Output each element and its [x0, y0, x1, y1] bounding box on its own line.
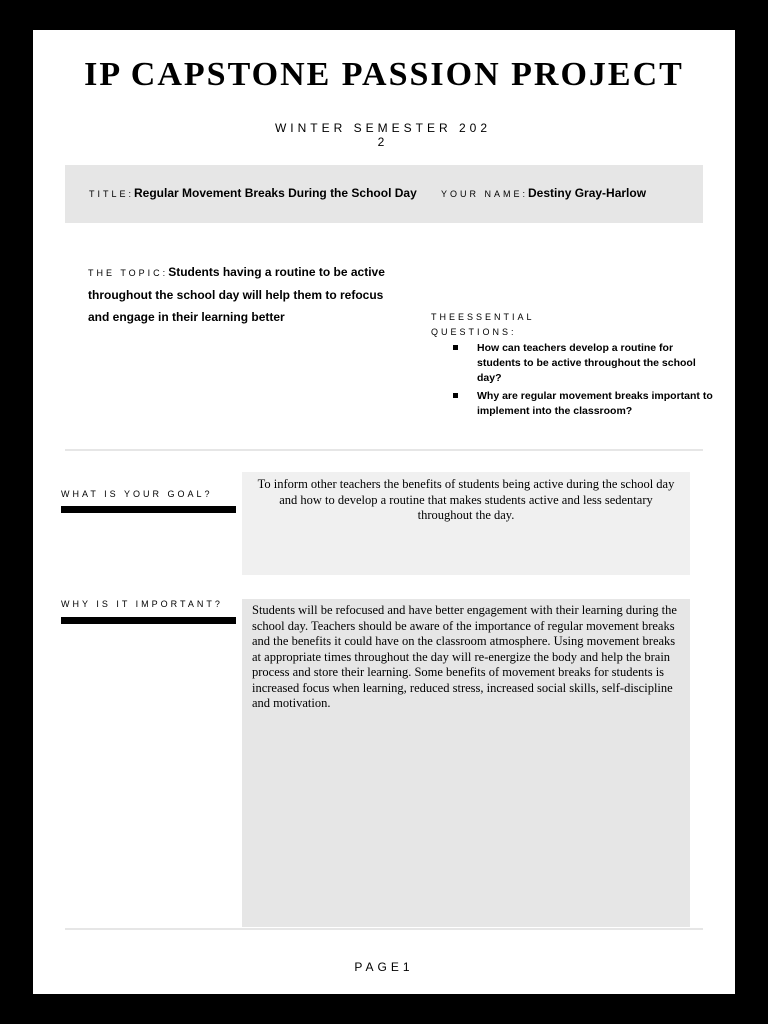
document-page — [33, 30, 735, 994]
essential-questions-list — [453, 341, 718, 422]
topic-label: THE TOPIC: — [88, 268, 169, 278]
question-text: How can teachers develop a routine for students to be active throughout the school day? — [477, 342, 696, 384]
question-text: Why are regular movement breaks important to implement into the classroom? — [477, 390, 713, 417]
importance-text-box — [242, 599, 690, 927]
name-value: Destiny Gray-Harlow — [528, 186, 647, 200]
importance-text: Students will be refocused and have better engagement with their learning during the school day. Teachers should be aware of the importance of regular movement breaks and the benefits it could have on the classroom atmosphere. Using movement breaks at appropriate times throughout the day will re-energize the body and help the brain process and store their learning. Some benefits of movement breaks for students is increased focus when learning, reduced stress, increased social skills, self-discipline and motivation. — [252, 603, 677, 710]
divider — [65, 449, 703, 451]
bullet-icon — [453, 345, 458, 350]
title-field — [89, 184, 417, 202]
name-field — [441, 184, 646, 202]
essential-questions-label — [431, 310, 571, 340]
semester-line-1: WINTER SEMESTER 202 — [274, 121, 492, 135]
semester-label — [248, 121, 518, 149]
page-number: PAGE1 — [354, 960, 414, 974]
topic-block — [88, 261, 388, 328]
essential-questions-label-line-2: QUESTIONS: — [431, 327, 517, 337]
essential-questions-label-line-1: THEESSENTIAL — [431, 312, 535, 322]
importance-label: WHY IS IT IMPORTANT? — [61, 599, 223, 609]
goal-underline — [61, 506, 236, 513]
goal-text: To inform other teachers the benefits of students being active during the school day and how to develop a routine that makes students active and less sedentary throughout the day. — [257, 477, 675, 522]
topic-value: Students having a routine to be active throughout the school day will help them to refocus and engage in their learning better — [88, 265, 385, 324]
bullet-icon — [453, 393, 458, 398]
semester-line-2: 2 — [377, 135, 389, 149]
importance-underline — [61, 617, 236, 624]
page-title: IP CAPSTONE PASSION PROJECT — [84, 56, 684, 93]
goal-label: WHAT IS YOUR GOAL? — [61, 489, 213, 499]
info-band — [65, 165, 703, 223]
title-value: Regular Movement Breaks During the School Day — [134, 186, 417, 200]
footer-divider — [65, 928, 703, 930]
name-label: YOUR NAME: — [441, 189, 529, 199]
title-label: TITLE: — [89, 189, 135, 199]
goal-text-box — [242, 472, 690, 575]
list-item — [453, 389, 718, 419]
list-item — [453, 341, 718, 386]
